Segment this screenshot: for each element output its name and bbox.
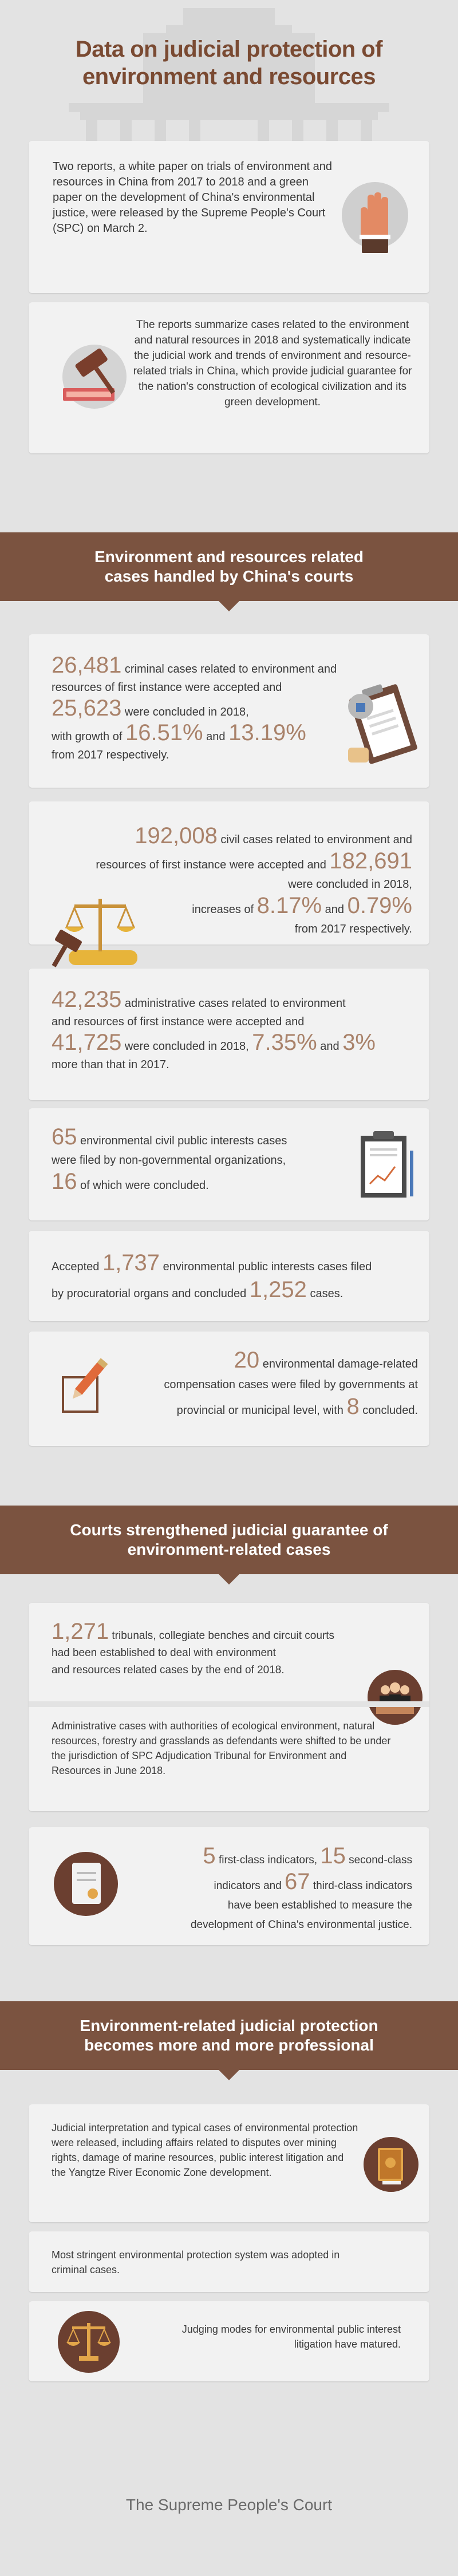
administrative-accepted-number: 42,235 [52, 987, 122, 1012]
section1-title-line1: Environment and resources related [94, 548, 364, 566]
administrative-text-5: more than that in 2017. [52, 1058, 169, 1071]
civil-text-1: civil cases related to environment and [217, 833, 412, 846]
civil-cases-text [52, 824, 412, 939]
procuratorial-text [52, 1251, 418, 1305]
civil-public-interest-text [52, 1125, 349, 1195]
criminal-growth-2: 13.19% [228, 720, 306, 745]
judging-modes-card [29, 2301, 429, 2381]
criminal-text-2: resources of first instance were accepted and [52, 681, 282, 694]
civil-public-interest-text-3: of which were concluded. [77, 1179, 209, 1192]
indicators-text-4: third-class indicators [310, 1880, 412, 1892]
civil-concluded-number: 182,691 [329, 848, 412, 874]
tribunals-text [52, 1620, 372, 1679]
indicators-first-number: 5 [203, 1843, 216, 1868]
intro-summary-card [29, 302, 429, 453]
page-title-line2: environment and resources [82, 64, 376, 89]
criminal-concluded-number: 25,623 [52, 696, 122, 721]
tribunals-text-2: had been established to deal with environment [52, 1647, 276, 1659]
procuratorial-card [29, 1231, 429, 1321]
criminal-growth-1: 16.51% [125, 720, 203, 745]
civil-public-interest-text-2: were filed by non-governmental organizations, [52, 1154, 286, 1167]
administrative-growth-1: 7.35% [252, 1030, 317, 1055]
indicators-text-6: development of China's environmental justice. [190, 1919, 412, 1931]
section2-banner [0, 1506, 458, 1574]
section2-banner-arrow [219, 1574, 239, 1585]
indicators-card [29, 1827, 429, 1945]
section1-title-line2: cases handled by China's courts [104, 567, 354, 585]
administrative-text-1: administrative cases related to environment [121, 997, 346, 1010]
indicators-text [114, 1844, 412, 1935]
damage-compensation-text [120, 1349, 418, 1421]
section3-title-line1: Environment-related judicial protection [80, 2017, 378, 2034]
procuratorial-text-3: by procuratorial organs and concluded [52, 1287, 250, 1300]
damage-text-1: environmental damage-related [259, 1358, 418, 1370]
stringent-card [29, 2231, 429, 2292]
criminal-accepted-number: 26,481 [52, 653, 122, 678]
tribunals-text-1: tribunals, collegiate benches and circuit courts [109, 1630, 335, 1642]
criminal-text-5: and [203, 730, 229, 743]
section2-title [0, 1520, 458, 1559]
tribunals-card [29, 1603, 429, 1811]
interpretation-card [29, 2104, 429, 2222]
section2-title-line2: environment-related cases [127, 1540, 331, 1558]
procuratorial-text-4: cases. [306, 1287, 344, 1300]
section2-title-line1: Courts strengthened judicial guarantee of [70, 1521, 388, 1539]
criminal-text-6: from 2017 respectively. [52, 749, 169, 761]
indicators-text-1: first-class indicators, [215, 1854, 321, 1866]
chart-clipboard-icon [355, 1128, 418, 1202]
procuratorial-concluded-number: 1,252 [249, 1277, 307, 1302]
law-book-icon [360, 2133, 423, 2196]
scroll-indicator-icon [52, 1847, 120, 1921]
damage-concluded-number: 8 [346, 1394, 360, 1419]
civil-accepted-number: 192,008 [135, 823, 218, 848]
judging-modes-text: Judging modes for environmental public interest litigation have matured. [181, 2324, 401, 2350]
card-divider [29, 1701, 429, 1707]
procuratorial-text-2: environmental public interests cases filed [160, 1261, 372, 1273]
damage-filed-number: 20 [234, 1348, 260, 1373]
administrative-text-4: and [317, 1040, 343, 1053]
indicators-text-3: indicators and [214, 1880, 285, 1892]
civil-growth-2: 0.79% [347, 893, 412, 918]
footer-source: The Supreme People's Court [125, 2496, 333, 2514]
intro-reports-card [29, 141, 429, 293]
civil-public-interest-filed-number: 65 [52, 1124, 77, 1149]
indicators-second-number: 15 [320, 1843, 346, 1868]
administrative-growth-2: 3% [342, 1030, 376, 1055]
intro-reports-text: Two reports, a white paper on trials of environment and resources in China from 2017 to 2018 and a green paper on the development of China's environmental justice, were released by the Supreme People's Court (SPC) on March 2. [53, 160, 333, 235]
damage-text-2: compensation cases were filed by governments at [164, 1378, 418, 1391]
civil-growth-1: 8.17% [256, 893, 322, 918]
section1-banner [0, 532, 458, 601]
civil-public-interest-card [29, 1108, 429, 1220]
page-title-line1: Data on judicial protection of [75, 37, 383, 62]
tribunals-count-number: 1,271 [52, 1619, 109, 1644]
procuratorial-accepted-number: 1,737 [102, 1250, 160, 1275]
civil-text-3: were concluded in 2018, [288, 878, 412, 891]
procuratorial-text-1: Accepted [52, 1261, 102, 1273]
scales-badge-icon [52, 2305, 126, 2379]
clipboard-stamp-icon [338, 680, 418, 777]
administrative-shift-text: Administrative cases with authorities of ecological environment, natural resources, forestry and grasslands as defendants were shifted to be under the jurisdiction of SPC Adjudication Tribunal for Environment and Resources in June 2018. [52, 1720, 391, 1776]
intro-summary-text: The reports summarize cases related to the environment and natural resources in 2018 and systematically indicate the judicial work and trends of environment and resource-related trials in China, which provide judicial guarantee for the nation's construction of ecological civilization and its green development. [133, 319, 412, 408]
gavel-icon [52, 342, 137, 417]
indicators-text-2: second-class [345, 1854, 412, 1866]
civil-public-interest-concluded-number: 16 [52, 1169, 77, 1194]
criminal-cases-text [52, 654, 372, 764]
administrative-text-2: and resources of first instance were accepted and [52, 1016, 305, 1028]
section1-banner-arrow [219, 601, 239, 611]
hand-raised-icon [338, 175, 412, 255]
section3-title [0, 2016, 458, 2055]
criminal-text-4: with growth of [52, 730, 125, 743]
pen-checkbox-icon [52, 1354, 120, 1423]
section1-title [0, 547, 458, 586]
section3-banner [0, 2001, 458, 2070]
damage-text-3: provincial or municipal level, with [176, 1404, 347, 1417]
section3-banner-arrow [219, 2070, 239, 2080]
damage-compensation-card [29, 1332, 429, 1446]
administrative-cases-text [52, 988, 418, 1074]
administrative-text-3: were concluded in 2018, [121, 1040, 252, 1053]
administrative-cases-card [29, 969, 429, 1100]
administrative-concluded-number: 41,725 [52, 1030, 122, 1055]
civil-cases-card [29, 801, 429, 945]
civil-public-interest-text-1: environmental civil public interests cases [77, 1135, 287, 1147]
indicators-text-5: have been established to measure the [227, 1899, 412, 1911]
interpretation-text: Judicial interpretation and typical cases of environmental protection were released, including affairs related to disputes over mining rights, damage of marine resources, public interest litigation and the Yangtze River Economic Zone development. [52, 2122, 358, 2178]
tribunals-text-3: and resources related cases by the end of 2018. [52, 1664, 285, 1676]
civil-text-2: resources of first instance were accepted and [96, 859, 330, 871]
indicators-third-number: 67 [285, 1869, 310, 1894]
civil-text-6: from 2017 respectively. [294, 923, 412, 935]
criminal-text-3: were concluded in 2018, [121, 706, 249, 718]
civil-text-4: increases of [192, 903, 257, 916]
civil-text-5: and [322, 903, 348, 916]
criminal-text-1: criminal cases related to environment and [121, 663, 337, 675]
stringent-text: Most stringent environmental protection system was adopted in criminal cases. [52, 2249, 340, 2275]
section3-title-line2: becomes more and more professional [84, 2036, 374, 2054]
page-title [0, 35, 458, 90]
damage-text-4: concluded. [359, 1404, 418, 1417]
criminal-cases-card [29, 634, 429, 788]
